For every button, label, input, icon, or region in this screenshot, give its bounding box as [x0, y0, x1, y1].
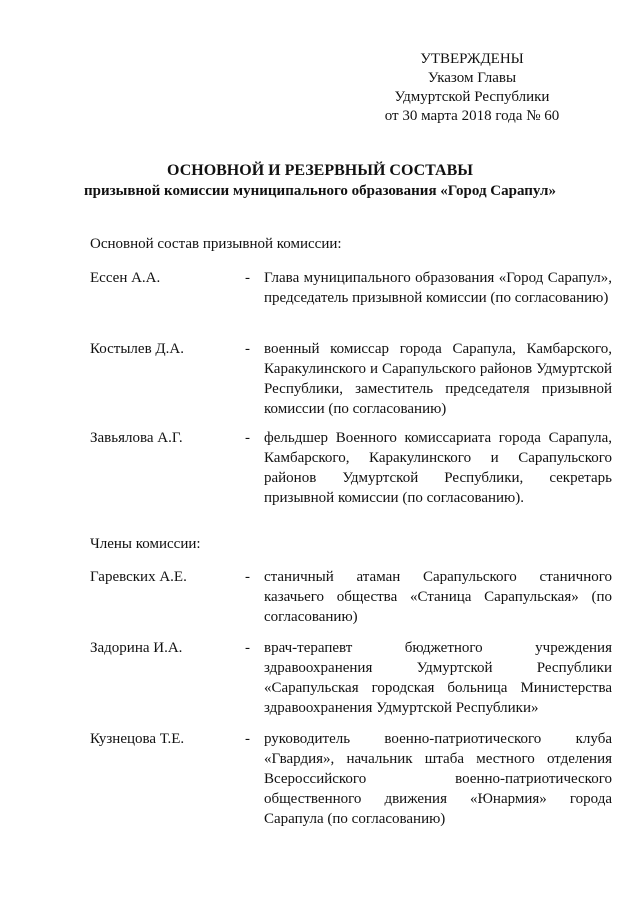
member-dash: -: [245, 569, 250, 585]
members-section-heading: Члены комиссии:: [90, 536, 201, 552]
main-section-heading: Основной состав призывной комиссии:: [90, 236, 342, 252]
member-name: Задорина И.А.: [90, 640, 183, 656]
document-title: [40, 161, 600, 201]
member-name: Гаревских А.Е.: [90, 569, 187, 585]
member-name: Ессен А.А.: [90, 270, 161, 286]
member-row: [90, 339, 612, 439]
approval-line-republic: Удмуртской Республики: [394, 89, 550, 105]
member-dash: -: [245, 731, 250, 747]
approval-line-decree: Указом Главы: [427, 70, 517, 86]
approval-line-approved: УТВЕРЖДЕНЫ: [420, 51, 524, 67]
member-role: руководитель военно-патриотического клуба «Гвардия», начальник штаба местного отделения Всероссийского военно-патриотического общественного движения «Юнармия» города Сарапула (по согласованию): [264, 731, 612, 827]
member-name: Костылев Д.А.: [90, 341, 184, 357]
approval-stamp: [372, 50, 572, 126]
member-dash: -: [245, 341, 250, 357]
member-dash: -: [245, 430, 250, 446]
member-dash: -: [245, 270, 250, 286]
approval-line-date: от 30 марта 2018 года № 60: [384, 108, 560, 124]
member-role: станичный атаман Сарапульского станичного казачьего общества «Станица Сарапульская» (по согласованию): [264, 569, 612, 625]
member-role: военный комиссар города Сарапула, Камбарского, Каракулинского и Сарапульского районов Удмуртской Республики, заместитель председателя призывной комиссии (по согласованию): [264, 341, 612, 417]
member-role: фельдшер Военного комиссариата города Сарапула, Камбарского, Каракулинского и Сарапульского районов Удмуртской Республики, секретарь призывной комиссии (по согласованию).: [264, 430, 612, 506]
member-row: [90, 428, 612, 528]
member-role: врач-терапевт бюджетного учреждения здравоохранения Удмуртской Республики «Сарапульская городская больница Министерства здравоохранения Удмуртской Республики»: [264, 640, 612, 716]
member-row: [90, 729, 612, 829]
member-role: Глава муниципального образования «Город Сарапул», председатель призывной комиссии (по согласованию): [264, 270, 612, 306]
member-dash: -: [245, 640, 250, 656]
title-main: ОСНОВНОЙ И РЕЗЕРВНЫЙ СОСТАВЫ: [167, 162, 473, 179]
member-name: Кузнецова Т.Е.: [90, 731, 185, 747]
member-row: [90, 638, 612, 738]
member-name: Завьялова А.Г.: [90, 430, 183, 446]
title-sub: призывной комиссии муниципального образования «Город Сарапул»: [84, 183, 556, 199]
